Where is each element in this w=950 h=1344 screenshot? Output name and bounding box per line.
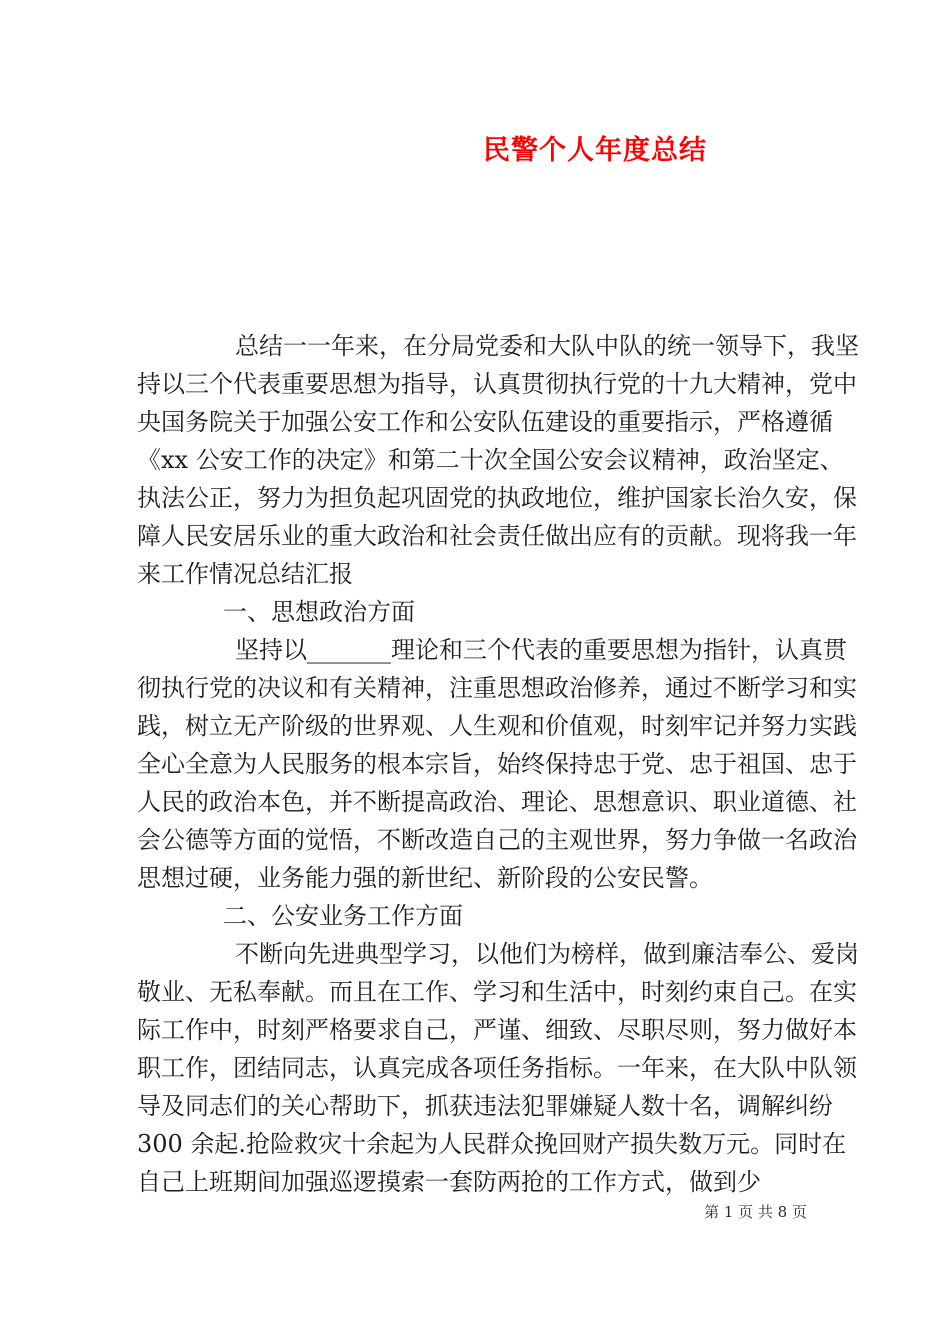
section-heading-ideology: 一、思想政治方面 (223, 598, 415, 626)
paragraph-police-work: 不断向先进典型学习，以他们为榜样，做到廉洁奉公、爱岗敬业、无私奉献。而且在工作、学习和生活中，时刻约束自己。在实际工作中，时刻严格要求自己，严谨、细致、尽职尽则，努力做好本职工作，团结同志，认真完成各项任务指标。一年来，在大队中队领导及同志们的关心帮助下，抓获违法犯罪嫌疑人数十名，调解纠纷 300 余起.抢险救灾十余起为人民群众挽回财产损失数万元。同时在自己上班期间加强巡逻摸索一套防两抢的工作方式，做到少 (137, 940, 859, 1196)
section-heading-police-work: 二、公安业务工作方面 (223, 902, 463, 930)
paragraph-ideology: 坚持以_______理论和三个代表的重要思想为指针，认真贯彻执行党的决议和有关精神，注重思想政治修养，通过不断学习和实践，树立无产阶级的世界观、人生观和价值观，时刻牢记并努力实践全心全意为人民服务的根本宗旨，始终保持忠于党、忠于祖国、忠于人民的政治本色，并不断提高政治、理论、思想意识、职业道德、社会公德等方面的觉悟，不断改造自己的主观世界，努力争做一名政治思想过硬，业务能力强的新世纪、新阶段的公安民警。 (137, 636, 857, 892)
page-number-footer: 第 1 页 共 8 页 (704, 1203, 807, 1221)
document-body (137, 327, 860, 1201)
document-title: 民警个人年度总结 (483, 135, 707, 166)
paragraph-intro: 总结一一年来，在分局党委和大队中队的统一领导下，我坚持以三个代表重要思想为指导，认真贯彻执行党的十九大精神，党中央国务院关于加强公安工作和公安队伍建设的重要指示，严格遵循《xx 公安工作的决定》和第二十次全国公安会议精神，政治坚定、执法公正，努力为担负起巩固党的执政地位，维护国家长治久安，保障人民安居乐业的重大政治和社会责任做出应有的贡献。现将我一年来工作情况总结汇报 (137, 332, 859, 588)
